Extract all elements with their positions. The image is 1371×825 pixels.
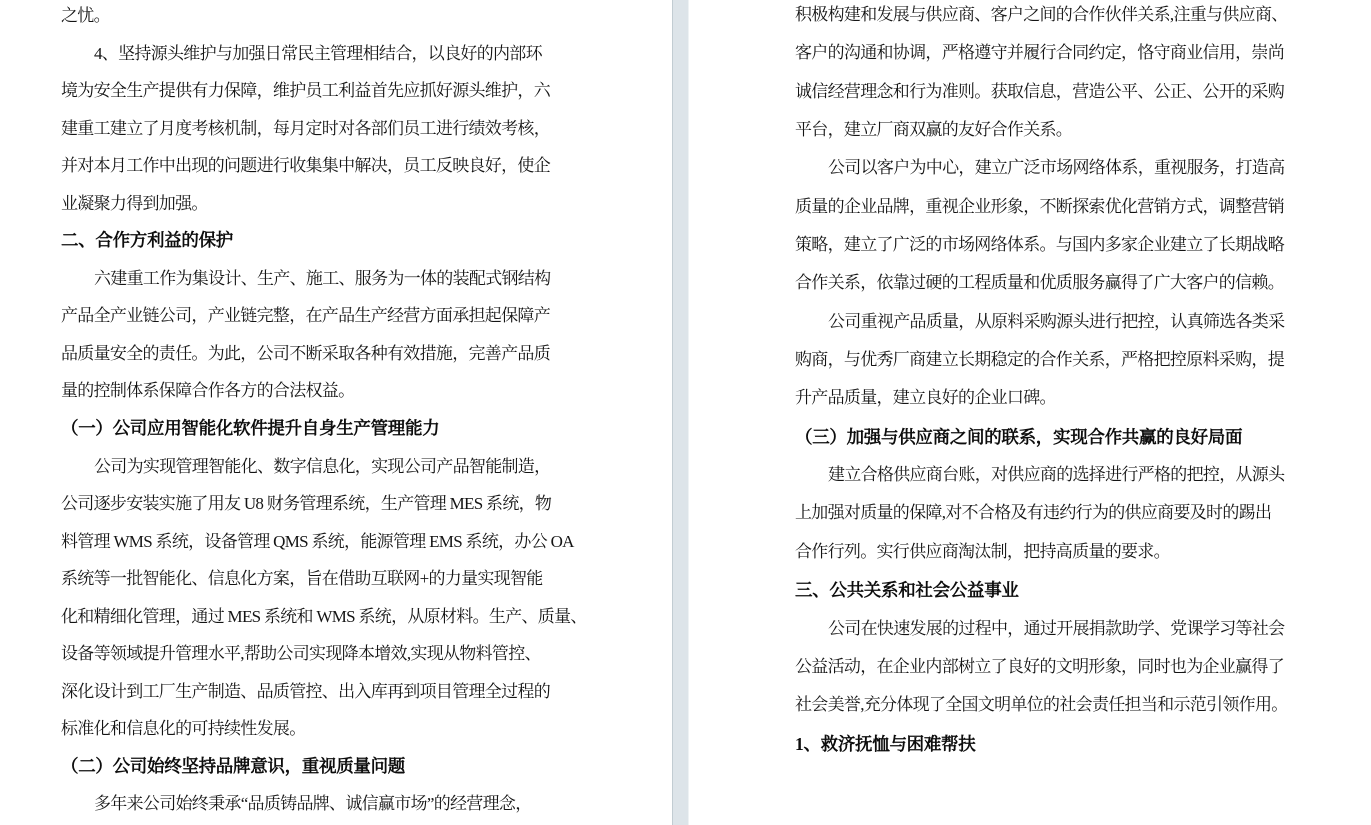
text-line: 公司在快速发展的过程中，通过开展捐款助学、党课学习等社会 (828, 618, 1285, 638)
text-line: 诚信经营理念和行为准则。获取信息，营造公平、公正、公开的采购 (795, 81, 1284, 101)
text-line: 社会美誉,充分体现了全国文明单位的社会责任担当和示范引领作用。 (795, 695, 1288, 715)
text-column-left (61, 0, 587, 823)
text-line: 购商，与优秀厂商建立长期稳定的合作关系，严格把控原料采购，提 (795, 350, 1284, 370)
text-line: 合作关系，依靠过硬的工程质量和优质服务赢得了广大客户的信赖。 (795, 273, 1284, 293)
text-line: 升产品质量，建立良好的企业口碑。 (795, 388, 1056, 408)
heading-line: 1、救济抚恤与困难帮扶 (795, 733, 976, 754)
text-line: 公司以客户为中心，建立广泛市场网络体系，重视服务，打造高 (828, 158, 1285, 178)
text-line: 之忧。 (61, 6, 110, 25)
text-line: 品质量安全的责任。为此，公司不断采取各种有效措施，完善产品质 (61, 343, 550, 363)
text-line: 质量的企业品牌，重视企业形象，不断探索优化营销方式，调整营销 (795, 196, 1284, 216)
text-line: 化和精细化管理，通过 MES 系统和 WMS 系统，从原材料。生产、质量、 (61, 606, 587, 626)
text-line: 设备等领域提升管理水平,帮助公司实现降本增效,实现从物料管控、 (61, 644, 541, 664)
text-line: 公益活动，在企业内部树立了良好的文明形象，同时也为企业赢得了 (795, 656, 1284, 676)
text-line: 4、坚持源头维护与加强日常民主管理相结合，以良好的内部环 (94, 43, 542, 63)
text-line: 公司为实现管理智能化、数字信息化，实现公司产品智能制造， (94, 456, 551, 476)
text-line: 多年来公司始终秉承“品质铸品牌、诚信赢市场”的经营理念， (94, 794, 532, 814)
text-line: 系统等一批智能化、信息化方案，旨在借助互联网+的力量实现智能 (61, 569, 543, 589)
text-line: 境为安全生产提供有力保障，维护员工利益首先应抓好源头维护，六 (61, 81, 550, 101)
heading-line: （二）公司始终坚持品牌意识，重视质量问题 (61, 755, 405, 776)
heading-line: 二、合作方利益的保护 (61, 230, 233, 251)
text-line: 量的控制体系保障合作各方的合法权益。 (61, 381, 355, 401)
text-line: 积极构建和发展与供应商、客户之间的合作伙伴关系,注重与供应商、 (795, 5, 1288, 24)
text-line: 公司重视产品质量，从原料采购源头进行把控，认真筛选各类采 (828, 311, 1285, 331)
text-line: 产品全产业链公司，产业链完整，在产品生产经营方面承担起保障产 (61, 306, 550, 326)
text-line: 深化设计到工厂生产制造、品质管控、出入库再到项目管理全过程的 (61, 681, 550, 701)
text-line: 上加强对质量的保障,对不合格及有违约行为的供应商要及时的踢出 (795, 503, 1272, 523)
text-line: 建立合格供应商台账，对供应商的选择进行严格的把控，从源头 (828, 465, 1285, 485)
text-line: 平台，建立厂商双赢的友好合作关系。 (795, 120, 1073, 140)
heading-line: 三、公共关系和社会公益事业 (795, 580, 1019, 601)
text-line: 标准化和信息化的可持续性发展。 (61, 719, 306, 739)
heading-line: （三）加强与供应商之间的联系，实现合作共赢的良好局面 (795, 426, 1243, 447)
text-line: 料管理 WMS 系统，设备管理 QMS 系统，能源管理 EMS 系统，办公 OA (61, 531, 574, 551)
document-page-left (0, 0, 672, 825)
text-line: 建重工建立了月度考核机制，每月定时对各部们员工进行绩效考核， (61, 118, 550, 138)
text-line: 客户的沟通和协调，严格遵守并履行合同约定，恪守商业信用，崇尚 (795, 43, 1284, 63)
page-gap-divider (672, 0, 689, 825)
heading-line: （一）公司应用智能化软件提升自身生产管理能力 (61, 418, 440, 439)
text-line: 公司逐步安装实施了用友 U8 财务管理系统，生产管理 MES 系统，物 (61, 494, 552, 514)
document-page-right (689, 0, 1371, 825)
text-line: 策略，建立了广泛的市场网络体系。与国内多家企业建立了长期战略 (795, 235, 1284, 255)
text-line: 业凝聚力得到加强。 (61, 193, 208, 213)
text-line: 并对本月工作中出现的问题进行收集集中解决，员工反映良好，使企 (61, 156, 550, 176)
text-column-right (795, 0, 1307, 763)
text-line: 合作行列。实行供应商淘汰制，把持高质量的要求。 (795, 541, 1170, 561)
text-line: 六建重工作为集设计、生产、施工、服务为一体的装配式钢结构 (94, 268, 551, 288)
